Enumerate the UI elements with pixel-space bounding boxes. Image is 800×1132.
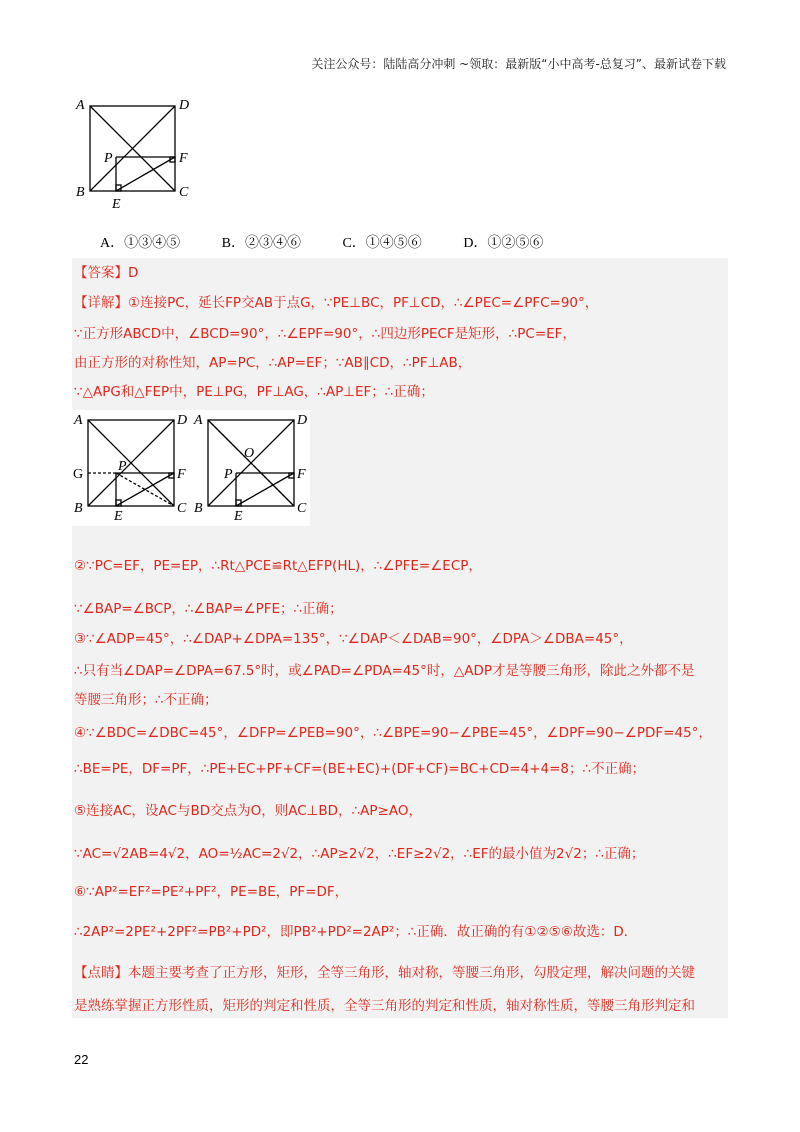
detail-line-4: ∵△APG和△FEP中，PE⊥PG，PF⊥AG，∴AP⊥EF；∴正确； (74, 384, 434, 400)
detail-line-12: ⑤连接AC，设AC与BD交点为O，则AC⊥BD，∴AP≥AO， (74, 803, 422, 819)
detail-line-1: 【详解】①连接PC，延长FP交AB于点G，∵PE⊥BC，PF⊥CD，∴∠PEC=∠PFC=90°， (74, 295, 599, 311)
label-B: B (76, 185, 85, 200)
label-D: D (179, 98, 190, 113)
figure-square-2-pair (72, 410, 310, 526)
label-O: O (244, 446, 255, 461)
label-C-2: C (297, 501, 307, 516)
detail-line-14: ⑥∵AP²=EF²=PE²+PF²，PE=BE，PF=DF， (74, 884, 349, 900)
label-A: A (74, 413, 83, 428)
label-C: C (177, 501, 187, 516)
detail-line-7: ③∵∠ADP=45°，∴∠DAP+∠DPA=135°，∵∠DAP＜∠DAB=90°，∠DPA＞∠DBA=45°， (74, 631, 633, 647)
option-d: D．①②⑤⑥ (463, 236, 544, 251)
label-P: P (118, 459, 127, 474)
answer-options (100, 232, 581, 252)
label-A: A (76, 98, 85, 113)
detail-line-13: ∵AC=√2AB=4√2，AO=½AC=2√2，∴AP≥2√2，∴EF≥2√2，∴EF的最小值为2√2；∴正确； (74, 846, 645, 862)
page-number: 22 (74, 1052, 89, 1067)
option-b: B．②③④⑥ (221, 236, 301, 251)
comment-line-2: 是熟练掌握正方形性质，矩形的判定和性质，全等三角形的判定和性质，轴对称性质，等腰三角形判定和 (74, 998, 695, 1014)
option-c: C．①④⑤⑥ (342, 236, 422, 251)
detail-line-2: ∵正方形ABCD中，∠BCD=90°，∴∠EPF=90°，∴四边形PECF是矩形，∴PC=EF， (74, 326, 576, 342)
label-P-2: P (224, 467, 233, 482)
label-D: D (177, 413, 188, 428)
detail-line-15: ∴2AP²=2PE²+2PF²=PB²+PD²，即PB²+PD²=2AP²；∴正确．故正确的有①②⑤⑥故选：D． (74, 924, 638, 940)
detail-line-11: ∴BE=PE，DF=PF，∴PE+EC+PF+CF=(BE+EC)+(DF+CF)=BC+CD=4+4=8；∴不正确； (74, 761, 646, 777)
detail-line-8: ∴只有当∠DAP=∠DPA=67.5°时，或∠PAD=∠PDA=45°时，△ADP才是等腰三角形，除此之外都不是 (74, 663, 695, 679)
label-B-2: B (194, 501, 203, 516)
label-F-2: F (297, 467, 306, 482)
label-G: G (73, 467, 84, 482)
label-E: E (112, 197, 121, 211)
label-F: F (177, 467, 186, 482)
label-E: E (114, 509, 123, 522)
comment-line-1: 【点睛】本题主要考查了正方形，矩形，全等三角形，轴对称，等腰三角形，勾股定理，解决问题的关键 (74, 965, 695, 981)
detail-line-10: ④∵∠BDC=∠DBC=45°，∠DFP=∠PEB=90°，∴∠BPE=90−∠PBE=45°，∠DPF=90−∠PDF=45°， (74, 725, 712, 741)
label-B: B (74, 501, 83, 516)
answer-line: 【答案】D (74, 265, 139, 281)
detail-line-5: ②∵PC=EF，PE=EP，∴Rt△PCE≌Rt△EFP(HL)，∴∠PFE=∠ECP， (74, 558, 482, 574)
option-a: A．①③④⑤ (100, 236, 181, 251)
label-C: C (179, 185, 189, 200)
label-P: P (104, 151, 113, 166)
label-A-2: A (194, 413, 203, 428)
figure-square-1 (72, 96, 202, 215)
label-F: F (179, 151, 188, 166)
label-D-2: D (297, 413, 308, 428)
page-header: 关注公众号：陆陆高分冲刺 ~领取：最新版“小中高考-总复习”、最新试卷下载 (311, 57, 726, 71)
label-E-2: E (234, 509, 243, 522)
detail-line-3: 由正方形的对称性知，AP=PC，∴AP=EF；∵AB∥CD，∴PF⊥AB， (74, 355, 472, 371)
detail-line-6: ∵∠BAP=∠BCP，∴∠BAP=∠PFE；∴正确； (74, 601, 343, 617)
detail-line-9: 等腰三角形；∴不正确； (74, 692, 218, 708)
